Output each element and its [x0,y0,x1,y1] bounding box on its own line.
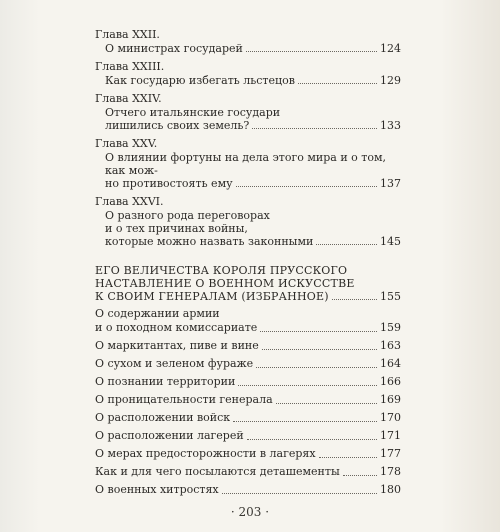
entry-text: О сухом и зеленом фураже [95,357,254,370]
toc-line [95,119,401,132]
chapter-entry [95,195,401,248]
list-item [95,429,401,443]
page-ref: 177 [380,447,401,460]
toc-line [95,290,401,303]
section-title-line: ЕГО ВЕЛИЧЕСТВА КОРОЛЯ ПРУССКОГО [95,264,348,277]
list-item [95,411,401,425]
toc-line [95,357,401,371]
page-number: · 203 · [230,505,270,519]
entry-text: О министрах государей [105,42,243,55]
toc-line [95,447,401,461]
list-item [95,447,401,461]
leader-dots [238,385,377,386]
page-ref: 124 [380,42,401,55]
toc-line [95,393,401,407]
chapter-entry [95,92,401,132]
entry-text: Как государю избегать льстецов [105,74,295,87]
chapter-title: Глава XXVI. [95,195,164,208]
entry-text: О военных хитростях [95,483,219,496]
toc-line [95,74,401,87]
entry-text: и о тех причинах войны, [105,222,248,235]
toc-line [95,321,401,335]
chapter-entry [95,137,401,190]
list-item [95,483,401,497]
leader-dots [316,244,377,245]
chapter-title: Глава XXIII. [95,60,165,73]
leader-dots [332,299,377,300]
page-ref: 133 [380,119,401,132]
toc-line [95,339,401,353]
toc-line [95,375,401,389]
leader-dots [247,439,377,440]
page-ref: 180 [380,483,401,496]
entry-text: О расположении лагерей [95,429,244,442]
leader-dots [276,403,377,404]
page-ref: 159 [380,321,401,334]
toc-line [95,483,401,497]
leader-dots [262,349,377,350]
leader-dots [260,331,377,332]
leader-dots [298,83,377,84]
list-item [95,339,401,353]
table-of-contents [95,28,401,501]
toc-line [95,429,401,443]
section-heading [95,264,401,303]
chapter-title: Глава XXIV. [95,92,162,105]
page-ref: 170 [380,411,401,424]
entry-text: О проницательности генерала [95,393,273,406]
leader-dots [343,475,377,476]
page-ref: 137 [380,177,401,190]
entry-text: лишились своих земель? [105,119,250,132]
entry-text: которые можно назвать законными [105,235,314,248]
section-title-line: К СВОИМ ГЕНЕРАЛАМ (ИЗБРАННОЕ) [95,290,329,303]
page-ref: 164 [380,357,401,370]
list-item [95,393,401,407]
page-ref: 155 [380,290,401,303]
leader-dots [236,186,377,187]
leader-dots [222,493,377,494]
chapter-entry [95,28,401,55]
leader-dots [246,51,377,52]
entry-text: О маркитантах, пиве и вине [95,339,259,352]
entry-text: О расположении войск [95,411,231,424]
leader-dots [233,421,377,422]
page-ref: 178 [380,465,401,478]
entry-text: Отчего итальянские государи [105,106,281,119]
entry-text: О влиянии фортуны на дела этого мира и о том, как мож- [105,151,387,177]
toc-line [95,411,401,425]
toc-line [95,235,401,248]
toc-line [95,177,401,190]
chapter-title: Глава XXV. [95,137,158,150]
section-title-line: НАСТАВЛЕНИЕ О ВОЕННОМ ИСКУССТВЕ [95,277,355,290]
entry-text: О мерах предосторожности в лагерях [95,447,316,460]
page-ref: 163 [380,339,401,352]
list-item [95,357,401,371]
entry-text: О содержании армии [95,307,220,320]
chapter-title: Глава XXII. [95,28,160,41]
toc-line [95,465,401,479]
toc-line [95,42,401,55]
list-item [95,465,401,479]
chapter-entry [95,60,401,87]
list-item [95,307,401,335]
page-ref: 129 [380,74,401,87]
page-ref: 145 [380,235,401,248]
entry-text: и о походном комиссариате [95,321,258,334]
page-ref: 171 [380,429,401,442]
entry-text: Как и для чего посылаются деташементы [95,465,340,478]
page-ref: 166 [380,375,401,388]
page-ref: 169 [380,393,401,406]
leader-dots [252,128,377,129]
leader-dots [319,457,377,458]
entry-text: О познании территории [95,375,236,388]
entry-text: но противостоять ему [105,177,233,190]
list-item [95,375,401,389]
entry-text: О разного рода переговорах [105,209,270,222]
leader-dots [256,367,377,368]
